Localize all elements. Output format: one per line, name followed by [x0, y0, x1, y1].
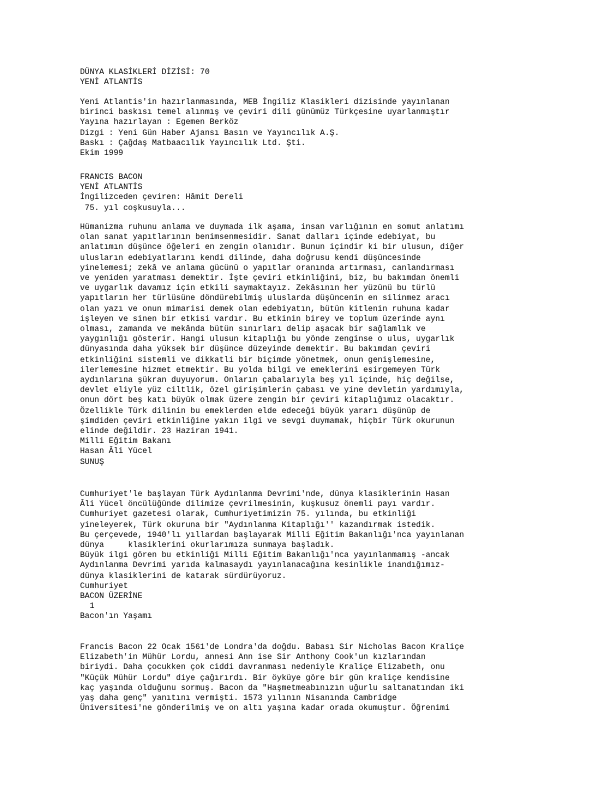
text-line: DÜNYA KLASİKLERİ DİZİSİ: 70 — [80, 68, 210, 77]
text-line: Cumhuriyet gazetesi olarak, Cumhuriyetimizin 75. yılında, bu etkinliği — [80, 510, 417, 520]
text-line: Üniversitesi'ne gönderilmiş ve on altı yaşına kadar orada okumuştur. Öğrenimi — [80, 704, 450, 714]
signature-name: Hasan Âli Yücel — [80, 447, 153, 457]
text-line: yineleyerek, Türk okuruna bir "Aydınlanma Kitaplığı'' kazandırmak istedik. — [80, 520, 436, 530]
text-line: etkinliğini sistemli ve dikkatli bir biçimde yönetmek, onun genişlemesine, — [80, 355, 436, 365]
text-line: ve yeniden yaratması demektir. İşte çeviri etkinliğini, biz, bu bakımdan önemli — [80, 274, 460, 284]
text-line: şimdiden çeviri etkinliğine yakın ilgi ve sevgi duymamak, hiçbir Türk okurunun — [80, 416, 455, 426]
text-line: anlatımın düşünce öğeleri en zengin olanıdır. Bunun içindir ki bir ulusun, diğer — [80, 243, 465, 253]
text-line: Hümanizma ruhunu anlama ve duymada ilk aşama, insan varlığının en somut anlatımı — [80, 223, 465, 232]
section-heading: SUNUŞ — [80, 457, 105, 467]
text-line: Âli Yücel öncülüğünde dilimize çevrilmesinin, kuşkusuz önemli payı vardır. — [80, 500, 436, 510]
text-line: Francis Bacon 22 Ocak 1561'de Londra'da doğdu. Babası Sir Nicholas Bacon Kraliçe — [80, 643, 465, 652]
text-line: Cumhuriyet'le başlayan Türk Aydınlanma Devrimi'nde, dünya klasiklerinin Hasan — [80, 490, 450, 499]
signature-name: Cumhuriyet — [80, 581, 129, 591]
text-line: Baskı : Çağdaş Matbaacılık Yayıncılık Ltd. Şti. — [80, 138, 306, 148]
text-line: yapıtların her türlüsüne döndürebilmiş uluslarda düşüncenin en silinmez aracı — [80, 294, 450, 304]
text-line: aydınlarına şükran duyuyorum. Onların çabalarıyla beş yıl içinde, hiç değilse, — [80, 376, 455, 386]
text-line: olması, zamanda ve mekânda bütün sınırları delip aşacak bir sağlamlık ve — [80, 325, 426, 335]
text-line: onun dört beş katı büyük olmak üzere zengin bir çeviri kitaplığımız olacaktır. — [80, 396, 455, 406]
text-line: dünya klasiklerini de katarak sürdürüyoruz. — [80, 571, 287, 581]
text-line: Ekim 1999 — [80, 149, 124, 159]
edition-info — [80, 98, 600, 159]
dedication-line: 75. yıl coşkusuyla... — [80, 203, 186, 213]
text-line: devlet eliyle yüz ciltlik, özel girişimlerin çabası ve yine devletin yardımıyla, — [80, 386, 465, 396]
text-line: "Küçük Mühür Lordu" diye çağırırdı. Bir öyküye göre bir gün kraliçe kendisine — [80, 673, 450, 683]
presentation-section — [80, 490, 600, 623]
text-line: YENİ ATLANTİS — [80, 78, 143, 88]
text-line: Bu çerçevede, 1940'lı yıllardan başlayarak Milli Eğitim Bakanlığı'nca yayınlanan — [80, 530, 465, 540]
text-line: ulusların edebiyatlarını kendi dilinde, daha doğrusu kendi düşüncesinde — [80, 253, 421, 263]
section-heading: Bacon'ın Yaşamı — [80, 612, 153, 622]
text-line: Dizgi : Yeni Gün Haber Ajansı Basın ve Yayıncılık A.Ş. — [80, 128, 340, 138]
book-title: YENİ ATLANTİS — [80, 183, 143, 193]
text-line: elinde değildir. 23 Haziran 1941. — [80, 427, 239, 437]
text-line: yinelemesi; zekâ ve anlama gücünü o yapıtlar oranında artırması, canlandırması — [80, 263, 455, 273]
translator-line: İngilizceden çeviren: Hâmit Dereli — [80, 193, 244, 203]
text-line: biriydi. Daha çocukken çok ciddi davranması nedeniyle Kraliçe Elizabeth, onu — [80, 663, 445, 673]
text-line: olan yazı ve onun mimarisi demek olan edebiyatın, bütün kitlenin ruhuna kadar — [80, 304, 450, 314]
series-header — [80, 68, 600, 88]
foreword-section — [80, 223, 600, 468]
signature-title: Milli Eğitim Bakanı — [80, 437, 172, 447]
text-line: Aydınlanma Devrimi yarıda kalmasaydı yayınlanacağına kesinlikle inandığımız- — [80, 561, 445, 571]
text-line: işleyen ve sinen bir etkisi vardır. Bu etkinin birey ve toplum üzerinde aynı — [80, 314, 445, 324]
text-line: yaş daha genç" yanıtını vermişti. 1573 yılının Nisanında Cambridge — [80, 694, 397, 704]
section-heading: BACON ÜZERİNE — [80, 592, 143, 602]
text-line: Büyük ilgi gören bu etkinliği Milli Eğitim Bakanlığı'nca yayınlanmamış -ancak — [80, 551, 450, 561]
text-line: dünya klasiklerini okurlarımıza sunmaya başladık. — [80, 541, 335, 551]
text-line: ve uygarlık davamız için etkili saymaktayız. Zekâsının her yüzünü bu türlü — [80, 284, 436, 294]
text-line: ilerlemesine hizmet etmektir. Bu yolda bilgi ve emeklerini esirgemeyen Türk — [80, 365, 441, 375]
text-line: kaç yaşında olduğunu sormuş. Bacon da "Haşmetmeabınızın uğurlu saltanatından iki — [80, 683, 465, 693]
text-line: dünyasında daha yüksek bir düşünce düzeyinde demektir. Bu bakımdan çeviri — [80, 345, 431, 355]
author-name: FRANCIS BACON — [80, 173, 143, 182]
title-block — [80, 173, 600, 214]
text-line: Yeni Atlantis'in hazırlanmasında, MEB İngiliz Klasikleri dizisinde yayınlanan — [80, 98, 450, 107]
text-line: birinci baskısı temel alınmış ve çeviri dili günümüz Türkçesine uyarlanmıştır — [80, 108, 450, 118]
bacon-life-section — [80, 643, 600, 714]
text-line: Özellikle Türk dilinin bu emeklerden elde edeceği büyük yararı düşünüp de — [80, 406, 431, 416]
text-line: Yayına hazırlayan : Egemen Berköz — [80, 118, 239, 128]
text-line: yaygınlığı gösterir. Hangi ulusun kitaplığı bu yönde zenginse o ulus, uygarlık — [80, 335, 455, 345]
page-number: 1 — [80, 602, 95, 612]
text-line: Elizabeth'in Mühür Lordu, annesi Ann ise Sir Anthony Cook'un kızlarından — [80, 653, 426, 663]
text-line: olan sanat yapıtlarının benimsenmesidir. Sanat dalları içinde edebiyat, bu — [80, 233, 436, 243]
